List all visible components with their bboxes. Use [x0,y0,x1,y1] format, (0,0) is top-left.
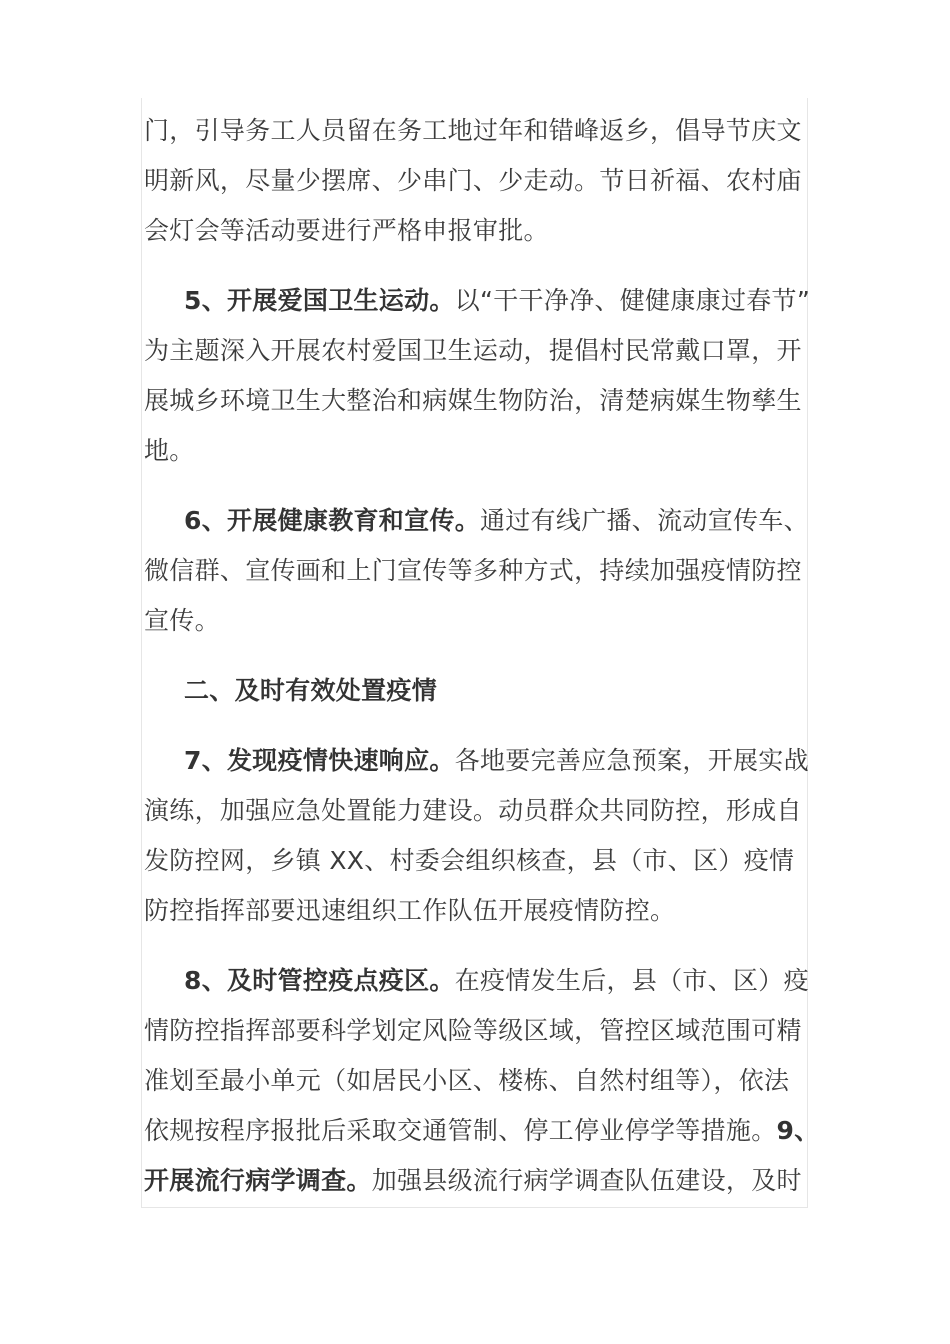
text-line: 宣传。 [144,606,220,635]
text-line: 微信群、宣传画和上门宣传等多种方式，持续加强疫情防控 [144,556,802,585]
text-line: 为主题深入开展农村爱国卫生运动，提倡村民常戴口罩，开 [144,336,802,365]
paragraph-6-first-line [144,496,816,546]
document-body [144,106,820,1206]
text-segment: 各地要完善应急预案，开展实战 [454,746,809,775]
item-6-title: 6、开展健康教育和宣传。 [184,506,480,535]
item-7-title: 7、发现疫情快速响应。 [184,746,455,775]
paragraph-5-first-line [144,276,816,326]
item-9-title: 开展流行病学调查。 [144,1166,372,1195]
paragraph-9-line [144,1156,816,1206]
text-segment: 通过有线广播、流动宣传车、 [480,506,809,535]
text-segment: 以“干干净净、健健康康过春节” [454,286,811,315]
item-5-title: 5、开展爱国卫生运动。 [184,286,455,315]
text-segment: 依规按程序报批后采取交通管制、停工停业停学等措施。 [144,1116,777,1145]
text-segment: 在疫情发生后，县（市、区）疫 [454,966,809,995]
text-line: 门，引导务工人员留在务工地过年和错峰返乡，倡导节庆文 [144,116,802,145]
text-segment: 加强县级流行病学调查队伍建设，及时 [371,1166,802,1195]
text-line: 发防控网，乡镇 XX、村委会组织核查，县（市、区）疫情 [144,846,795,875]
paragraph-8-first-line [144,956,816,1006]
text-line: 准划至最小单元（如居民小区、楼栋、自然村组等），依法 [144,1066,790,1095]
text-line: 明新风，尽量少摆席、少串门、少走动。节日祈福、农村庙 [144,166,802,195]
item-9-number: 9、 [776,1116,820,1145]
text-line: 展城乡环境卫生大整治和病媒生物防治，清楚病媒生物孳生 [144,386,802,415]
paragraph-7-first-line [144,736,816,786]
text-line: 防控指挥部要迅速组织工作队伍开展疫情防控。 [144,896,676,925]
section-heading [144,666,816,716]
text-line: 地。 [144,436,195,465]
text-line: 演练，加强应急处置能力建设。动员群众共同防控，形成自 [144,796,802,825]
section-heading-text: 二、及时有效处置疫情 [184,676,438,705]
item-8-title: 8、及时管控疫点疫区。 [184,966,455,995]
text-line: 会灯会等活动要进行严格申报审批。 [144,216,549,245]
text-line: 情防控指挥部要科学划定风险等级区域，管控区域范围可精 [144,1016,802,1045]
text-line-with-item-9 [144,1106,820,1156]
